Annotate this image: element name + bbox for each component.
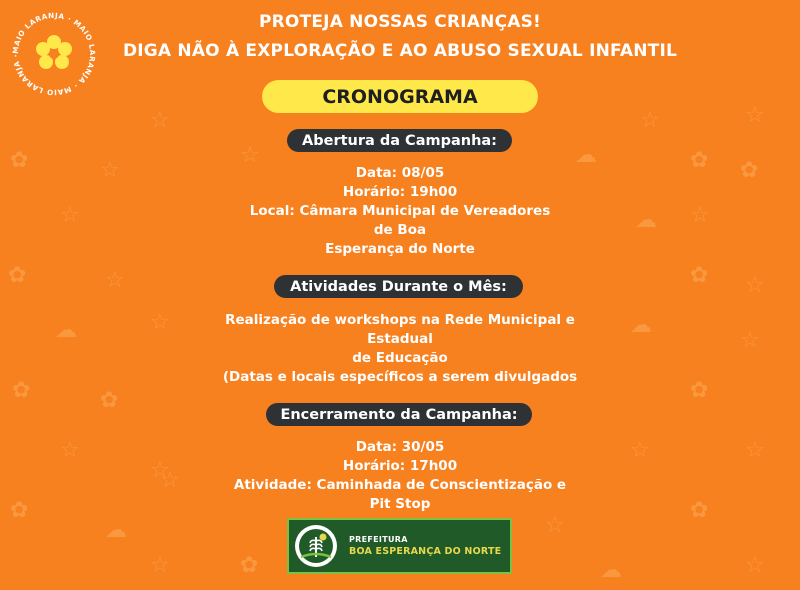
- title-pill: CRONOGRAMA: [262, 80, 538, 113]
- star-icon: ☆: [160, 468, 180, 493]
- flower-icon: ✿: [10, 148, 29, 173]
- header-line-2: DIGA NÃO À EXPLORAÇÃO E AO ABUSO SEXUAL INFANTIL: [122, 41, 678, 61]
- flower-icon: ✿: [12, 378, 31, 403]
- section-line: Data: 30/05: [355, 439, 445, 455]
- section-heading-atividades: Atividades Durante o Mês:: [274, 275, 523, 298]
- section-line: Pit Stop: [369, 496, 431, 512]
- badge-ring-text: MAIO LARANJA · MAIO LARANJA · MAIO LARANJA ·: [10, 10, 98, 98]
- flower-icon: ✿: [740, 158, 759, 183]
- section-line: Atividade: Caminhada de Conscientização e: [233, 477, 567, 493]
- cloud-icon: ☁: [575, 143, 597, 168]
- section-line: Realização de workshops na Rede Municipal e: [225, 312, 575, 328]
- section-line: de Boa: [373, 222, 427, 238]
- cloud-icon: ☁: [105, 518, 127, 543]
- section-line: Horário: 19h00: [342, 184, 458, 200]
- section-line: de Educação: [352, 350, 448, 366]
- section-line: (Datas e locais específicos a serem divulgados: [222, 369, 578, 385]
- cloud-icon: ☁: [55, 318, 77, 343]
- flower-icon: ✿: [100, 388, 119, 413]
- section-heading-encerramento: Encerramento da Campanha:: [266, 403, 532, 426]
- flower-icon: ✿: [8, 263, 27, 288]
- prefeitura-logo: [287, 518, 512, 574]
- star-icon: ☆: [745, 438, 765, 463]
- cloud-icon: ☁: [630, 313, 652, 338]
- star-icon: ☆: [105, 268, 125, 293]
- section-line: Esperança do Norte: [325, 241, 475, 257]
- star-icon: ☆: [690, 203, 710, 228]
- header-line-1: PROTEJA NOSSAS CRIANÇAS!: [258, 12, 542, 32]
- star-icon: ☆: [100, 158, 120, 183]
- section-body-atividades: [0, 311, 800, 387]
- star-icon: ☆: [150, 553, 170, 578]
- flower-icon: ✿: [690, 498, 709, 523]
- section-line: Estadual: [367, 331, 433, 347]
- section-line: Local: Câmara Municipal de Vereadores: [249, 203, 551, 219]
- star-icon: ☆: [745, 103, 765, 128]
- section-body-encerramento: [0, 438, 800, 514]
- section-body-abertura: [0, 164, 800, 259]
- section-line: Horário: 17h00: [342, 458, 458, 474]
- star-icon: ☆: [150, 108, 170, 133]
- cloud-icon: ☁: [635, 208, 657, 233]
- footer-line-2: BOA ESPERANÇA DO NORTE: [349, 546, 502, 557]
- star-icon: ☆: [630, 438, 650, 463]
- flower-icon: ✿: [10, 498, 29, 523]
- flower-icon: ✿: [690, 263, 709, 288]
- star-icon: ☆: [745, 553, 765, 578]
- prefeitura-emblem: [289, 520, 343, 572]
- star-icon: ☆: [240, 143, 260, 168]
- star-icon: ☆: [60, 203, 80, 228]
- footer-line-1: PREFEITURA: [349, 535, 408, 544]
- star-icon: ☆: [545, 513, 565, 538]
- flower-icon: ✿: [690, 378, 709, 403]
- wheat-emblem-icon: [293, 523, 339, 569]
- star-icon: ☆: [60, 438, 80, 463]
- flower-icon: ✿: [690, 148, 709, 173]
- star-icon: ☆: [745, 273, 765, 298]
- star-icon: ☆: [150, 310, 170, 335]
- section-line: Data: 08/05: [355, 165, 445, 181]
- star-icon: ☆: [640, 108, 660, 133]
- star-icon: ☆: [740, 328, 760, 353]
- flower-icon: ✿: [240, 553, 259, 578]
- cloud-icon: ☁: [600, 558, 622, 583]
- star-icon: ☆: [150, 458, 170, 483]
- section-heading-abertura: Abertura da Campanha:: [287, 129, 512, 152]
